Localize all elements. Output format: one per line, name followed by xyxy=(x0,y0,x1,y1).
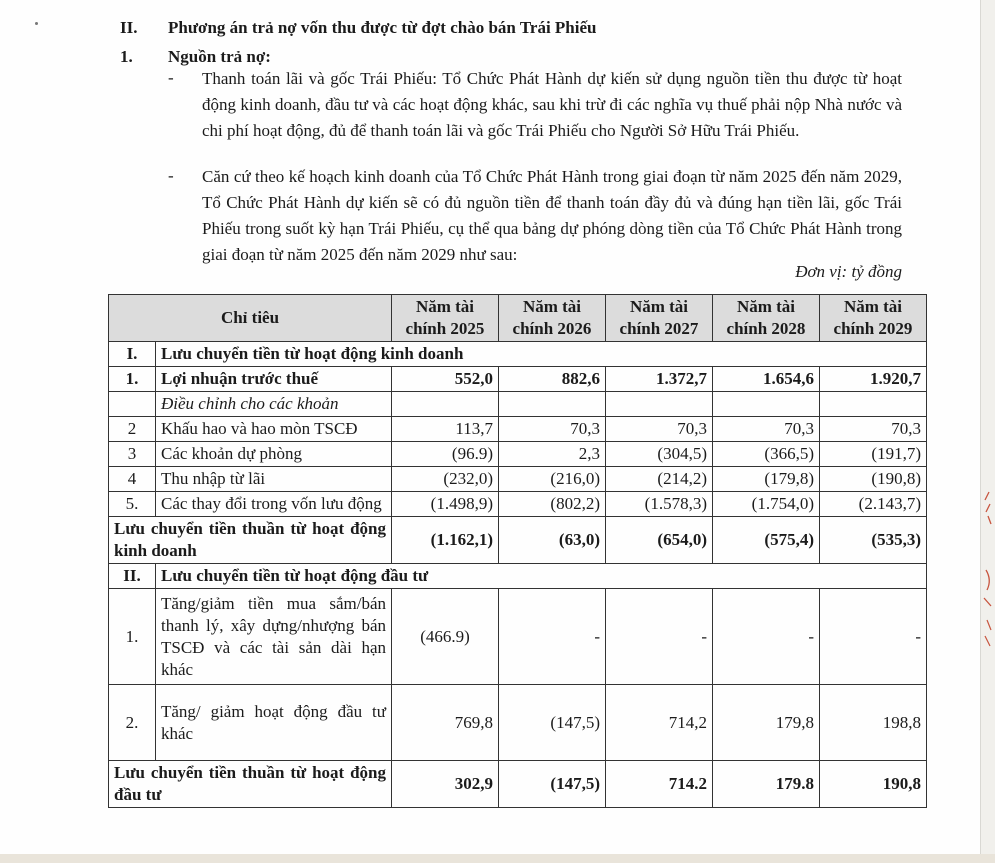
header-year: Năm tài chính 2026 xyxy=(499,295,606,342)
row-number: II. xyxy=(109,564,156,589)
cell-value: (654,0) xyxy=(606,517,713,564)
table-row xyxy=(109,442,927,467)
cell-value xyxy=(713,392,820,417)
row-label: Thu nhập từ lãi xyxy=(156,467,392,492)
cell-value: 302,9 xyxy=(392,761,499,808)
row-number: 5. xyxy=(109,492,156,517)
table-row xyxy=(109,367,927,392)
row-number: 2. xyxy=(109,685,156,761)
header-year: Năm tài chính 2028 xyxy=(713,295,820,342)
cell-value: (63,0) xyxy=(499,517,606,564)
header-year: Năm tài chính 2025 xyxy=(392,295,499,342)
row-label: Điều chỉnh cho các khoản xyxy=(156,392,392,417)
cell-value: 70,3 xyxy=(820,417,927,442)
row-number: 3 xyxy=(109,442,156,467)
cell-value: (1.162,1) xyxy=(392,517,499,564)
cell-value: 198,8 xyxy=(820,685,927,761)
cell-value: (216,0) xyxy=(499,467,606,492)
row-label: Tăng/ giảm hoạt động đầu tư khác xyxy=(156,685,392,761)
table-section-row xyxy=(109,342,927,367)
page-edge xyxy=(980,0,995,863)
cell-value xyxy=(392,392,499,417)
cell-value: 179.8 xyxy=(713,761,820,808)
scan-speck xyxy=(35,22,38,25)
table-header-row xyxy=(109,295,927,342)
cell-value: (466.9) xyxy=(392,589,499,685)
table-section-row xyxy=(109,564,927,589)
subsection-number: 1. xyxy=(120,47,133,66)
row-number: 1. xyxy=(109,589,156,685)
cell-value: (190,8) xyxy=(820,467,927,492)
table-row xyxy=(109,467,927,492)
cell-value: (191,7) xyxy=(820,442,927,467)
section-number: II. xyxy=(120,18,138,37)
section-label: Lưu chuyển tiền từ hoạt động kinh doanh xyxy=(156,342,927,367)
row-label: Lợi nhuận trước thuế xyxy=(156,367,392,392)
cell-value: (1.754,0) xyxy=(713,492,820,517)
row-number: I. xyxy=(109,342,156,367)
table-total-row xyxy=(109,761,927,808)
page-bottom-edge xyxy=(0,854,995,863)
cell-value: 70,3 xyxy=(606,417,713,442)
cell-value: (214,2) xyxy=(606,467,713,492)
red-stamp-fragment xyxy=(981,490,993,650)
row-number xyxy=(109,392,156,417)
table-row xyxy=(109,492,927,517)
unit-label: Đơn vị: tỷ đồng xyxy=(795,262,902,281)
cell-value: (802,2) xyxy=(499,492,606,517)
cell-value: 714,2 xyxy=(606,685,713,761)
cell-value: 714.2 xyxy=(606,761,713,808)
cell-value: 769,8 xyxy=(392,685,499,761)
cell-value: - xyxy=(713,589,820,685)
section-title: Phương án trả nợ vốn thu được từ đợt chào bán Trái Phiếu xyxy=(168,18,597,37)
cell-value: (535,3) xyxy=(820,517,927,564)
cell-value: (147,5) xyxy=(499,685,606,761)
row-label: Các thay đổi trong vốn lưu động xyxy=(156,492,392,517)
cell-value: 882,6 xyxy=(499,367,606,392)
cell-value: (1.578,3) xyxy=(606,492,713,517)
table-total-row xyxy=(109,517,927,564)
row-label: Lưu chuyển tiền thuần từ hoạt động kinh doanh xyxy=(109,517,392,564)
cell-value: 2,3 xyxy=(499,442,606,467)
cell-value: (147,5) xyxy=(499,761,606,808)
cell-value: (575,4) xyxy=(713,517,820,564)
cell-value: 70,3 xyxy=(713,417,820,442)
cell-value: (304,5) xyxy=(606,442,713,467)
section-label: Lưu chuyển tiền từ hoạt động đầu tư xyxy=(156,564,927,589)
cell-value: 1.920,7 xyxy=(820,367,927,392)
cell-value: 1.372,7 xyxy=(606,367,713,392)
table-row xyxy=(109,417,927,442)
cell-value xyxy=(499,392,606,417)
bullet-marker: - xyxy=(168,68,174,87)
table-row xyxy=(109,589,927,685)
cell-value xyxy=(606,392,713,417)
row-number: 1. xyxy=(109,367,156,392)
cell-value: 190,8 xyxy=(820,761,927,808)
header-year: Năm tài chính 2027 xyxy=(606,295,713,342)
cell-value: 179,8 xyxy=(713,685,820,761)
header-year: Năm tài chính 2029 xyxy=(820,295,927,342)
header-indicator: Chỉ tiêu xyxy=(109,295,392,342)
cell-value: (2.143,7) xyxy=(820,492,927,517)
cell-value: (1.498,9) xyxy=(392,492,499,517)
cell-value: - xyxy=(820,589,927,685)
cell-value: - xyxy=(499,589,606,685)
cell-value: (232,0) xyxy=(392,467,499,492)
row-label: Các khoản dự phòng xyxy=(156,442,392,467)
row-label: Khấu hao và hao mòn TSCĐ xyxy=(156,417,392,442)
row-number: 2 xyxy=(109,417,156,442)
cell-value: 70,3 xyxy=(499,417,606,442)
bullet-paragraph-business-plan: Căn cứ theo kế hoạch kinh doanh của Tổ Chức Phát Hành trong giai đoạn từ năm 2025 đến năm 2029, Tổ Chức Phát Hành dự kiến sẽ có đủ nguồn tiền để thanh toán đầy đủ và đúng hạn tiền lãi, gốc Trái Phiếu trong suốt kỳ hạn Trái Phiếu, cụ thể qua bảng dự phóng dòng tiền của Tổ Chức Phát Hành trong giai đoạn từ năm 2025 đến năm 2029 như sau: xyxy=(202,167,902,264)
cell-value: - xyxy=(606,589,713,685)
row-number: 4 xyxy=(109,467,156,492)
cell-value: 113,7 xyxy=(392,417,499,442)
cashflow-table xyxy=(108,294,927,808)
row-label: Lưu chuyển tiền thuần từ hoạt động đầu tư xyxy=(109,761,392,808)
table-row xyxy=(109,392,927,417)
bullet-paragraph-repayment: Thanh toán lãi và gốc Trái Phiếu: Tổ Chức Phát Hành dự kiến sử dụng nguồn tiền thu được từ hoạt động kinh doanh, đầu tư và các hoạt động khác, sau khi trừ đi các nghĩa vụ thuế phải nộp Nhà nước và chi phí hoạt động, đủ để thanh toán lãi và gốc Trái Phiếu cho Người Sở Hữu Trái Phiếu. xyxy=(202,69,902,140)
row-label: Tăng/giảm tiền mua sắm/bán thanh lý, xây dựng/nhượng bán TSCĐ và các tài sản dài hạn khác xyxy=(156,589,392,685)
cell-value xyxy=(820,392,927,417)
cell-value: 1.654,6 xyxy=(713,367,820,392)
cell-value: (366,5) xyxy=(713,442,820,467)
table-row xyxy=(109,685,927,761)
subsection-title: Nguồn trả nợ: xyxy=(168,47,271,66)
cell-value: (96.9) xyxy=(392,442,499,467)
cell-value: 552,0 xyxy=(392,367,499,392)
bullet-marker: - xyxy=(168,166,174,185)
cell-value: (179,8) xyxy=(713,467,820,492)
